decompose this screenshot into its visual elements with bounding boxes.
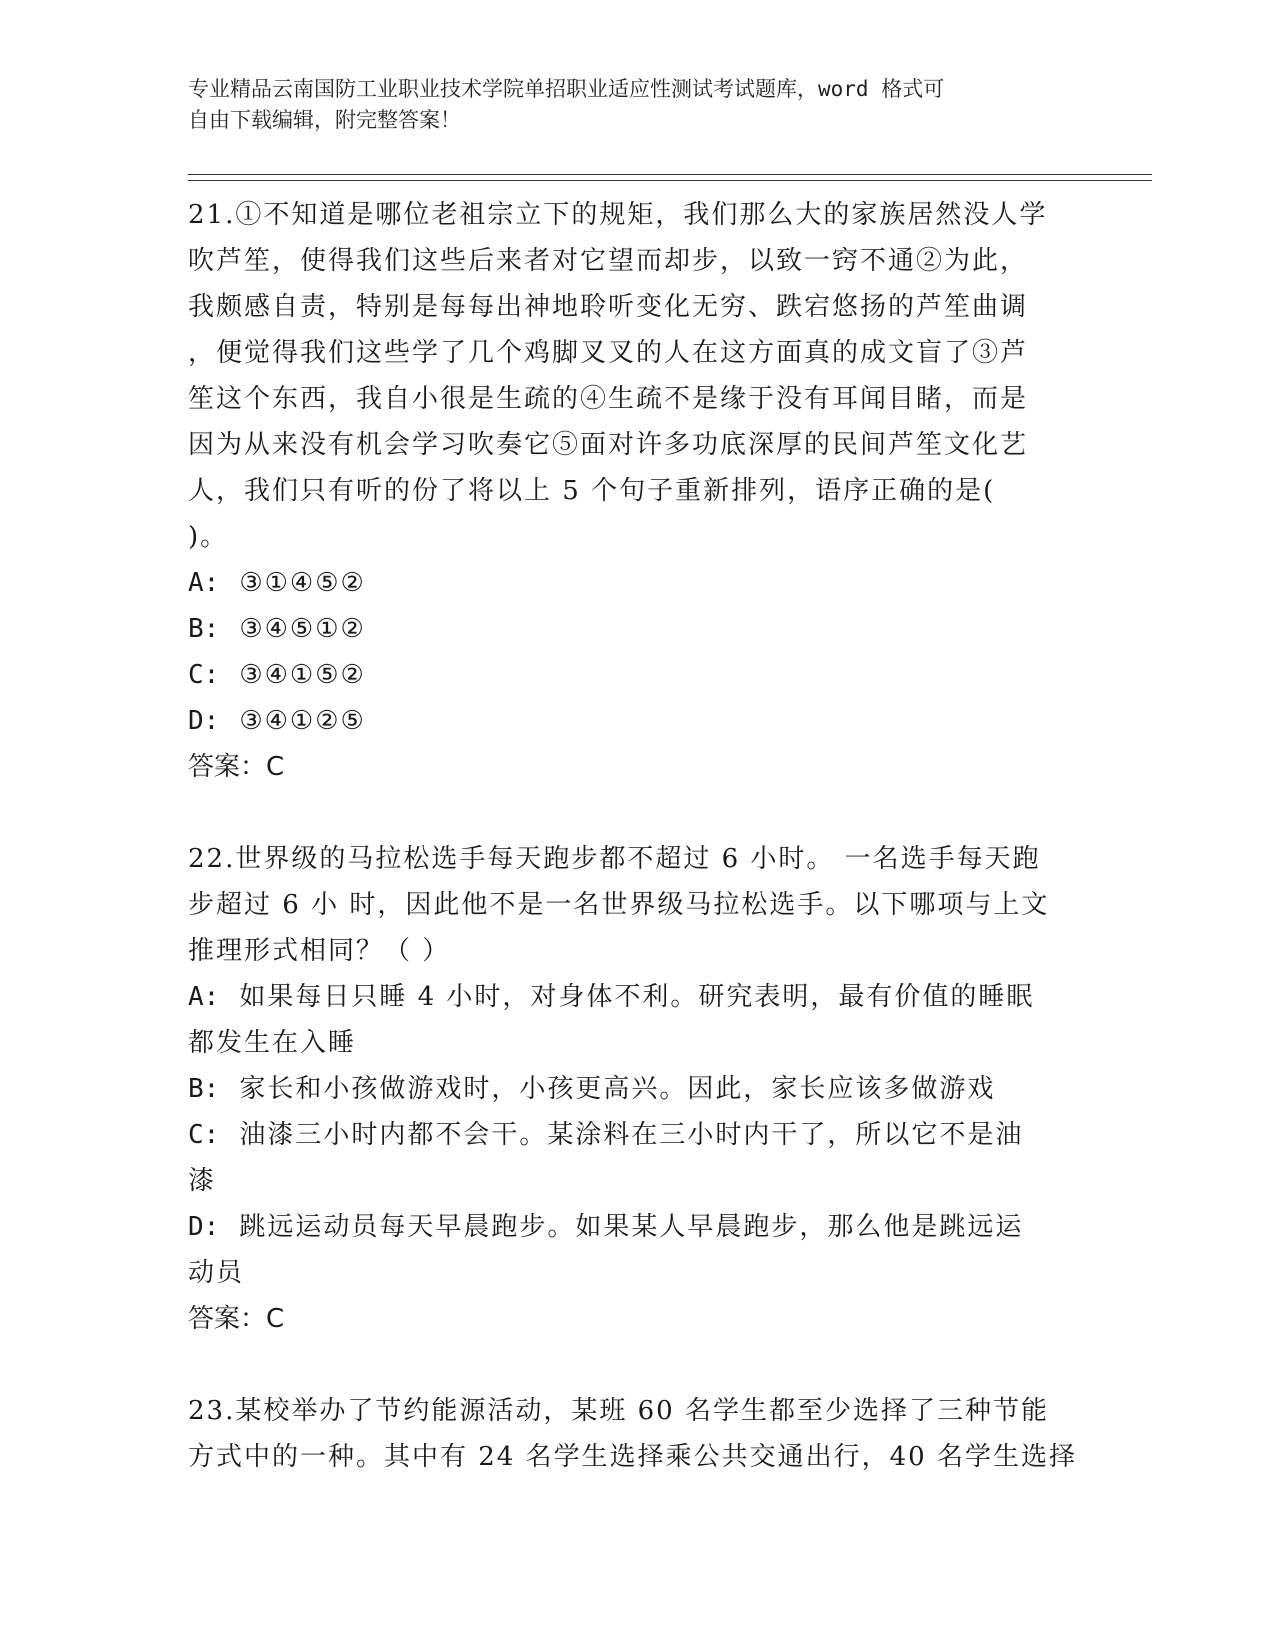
option-c [188, 652, 1088, 698]
answer-label: 答案：C [188, 1304, 285, 1334]
question-text-line: 21.①不知道是哪位老祖宗立下的规矩，我们那么大的家族居然没人学 [188, 200, 1048, 230]
option-d-continued: 动员 [188, 1258, 245, 1288]
option-letter: C: [188, 1120, 220, 1150]
header-line-1: 专业精品云南国防工业职业技术学院单招职业适应性测试考试题库，word 格式可 [188, 77, 945, 101]
question-text-line: )。 [188, 522, 229, 552]
option-letter: D: [188, 1212, 220, 1242]
option-text: ③④①⑤② [239, 660, 366, 690]
header-divider-bottom [188, 180, 1152, 181]
option-letter: A: [188, 982, 220, 1012]
question-21 [188, 192, 1088, 790]
question-23 [188, 1388, 1088, 1480]
question-text-line: 笙这个东西，我自小很是生疏的④生疏不是缘于没有耳闻目睹，而是 [188, 384, 1029, 414]
option-text: 油漆三小时内都不会干。某涂料在三小时内干了，所以它不是油 [239, 1120, 1024, 1150]
option-c-continued: 漆 [188, 1166, 217, 1196]
option-c [188, 1112, 1088, 1158]
option-d [188, 698, 1088, 744]
option-letter: B: [188, 1074, 220, 1104]
option-letter: C: [188, 660, 220, 690]
option-text: 家长和小孩做游戏时，小孩更高兴。因此，家长应该多做游戏 [239, 1074, 996, 1104]
question-text-line: 人，我们只有听的份了将以上 5 个句子重新排列，语序正确的是( [188, 476, 996, 506]
option-text: 跳远运动员每天早晨跑步。如果某人早晨跑步，那么他是跳远运 [239, 1212, 1024, 1242]
option-text: 如果每日只睡 4 小时，对身体不利。研究表明，最有价值的睡眠 [239, 982, 1035, 1012]
option-text: ③①④⑤② [239, 568, 366, 598]
question-text-line: 吹芦笙，使得我们这些后来者对它望而却步，以致一窍不通②为此， [188, 246, 1029, 276]
option-a [188, 974, 1088, 1020]
option-a [188, 560, 1088, 606]
question-text-line: ，便觉得我们这些学了几个鸡脚叉叉的人在这方面真的成文盲了③芦 [188, 338, 1029, 368]
option-letter: A: [188, 568, 220, 598]
question-text-line: 因为从来没有机会学习吹奏它⑤面对许多功底深厚的民间芦笙文化艺 [188, 430, 1029, 460]
option-a-continued: 都发生在入睡 [188, 1028, 357, 1058]
question-text-line: 23.某校举办了节约能源活动，某班 60 名学生都至少选择了三种节能 [188, 1396, 1049, 1426]
question-22 [188, 836, 1088, 1342]
option-letter: D: [188, 706, 220, 736]
option-b [188, 606, 1088, 652]
question-text-line: 方式中的一种。其中有 24 名学生选择乘公共交通出行，40 名学生选择 [188, 1442, 1077, 1472]
header-divider-top [188, 174, 1152, 175]
question-text-line: 推理形式相同？（ ） [188, 936, 451, 966]
header-line-2: 自由下载编辑，附完整答案！ [188, 108, 461, 132]
option-text: ③④①②⑤ [239, 706, 366, 736]
question-text-line: 步超过 6 小 时，因此他不是一名世界级马拉松选手。以下哪项与上文 [188, 890, 1050, 920]
question-text-line: 我颇感自责，特别是每每出神地聆听变化无穷、跌宕悠扬的芦笙曲调 [188, 292, 1029, 322]
question-text-line: 22.世界级的马拉松选手每天跑步都不超过 6 小时。 一名选手每天跑 [188, 844, 1041, 874]
option-text: ③④⑤①② [239, 614, 366, 644]
answer-label: 答案：C [188, 752, 285, 782]
option-letter: B: [188, 614, 220, 644]
option-b [188, 1066, 1088, 1112]
question-list [188, 192, 1088, 1526]
page-header [188, 74, 1068, 136]
option-d [188, 1204, 1088, 1250]
